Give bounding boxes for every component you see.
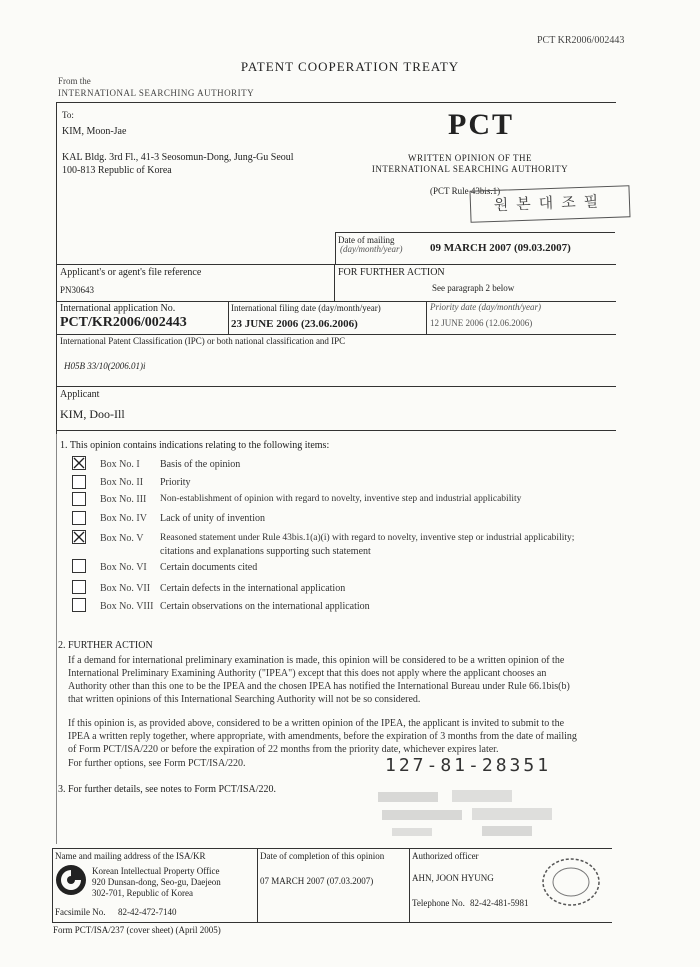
file-reference-label: Applicant's or agent's file reference: [60, 267, 202, 278]
facsimile-value: 82-42-472-7140: [118, 907, 177, 917]
authorized-officer-value: AHN, JOON HYUNG: [412, 873, 494, 883]
office-name: Korean Intellectual Property Office: [92, 866, 220, 876]
box5-number: Box No. V: [100, 533, 144, 544]
box1-number: Box No. I: [100, 459, 140, 470]
box2-description: Priority: [160, 477, 191, 488]
box7-number: Box No. VII: [100, 583, 151, 594]
mailing-date-label: Date of mailing: [338, 235, 395, 245]
office-address-line1: 920 Dunsan-dong, Seo-gu, Daejeon: [92, 877, 221, 887]
mailing-date-value: 09 MARCH 2007 (09.03.2007): [430, 242, 571, 254]
from-label: From the: [58, 76, 91, 86]
section2-paragraph1: If a demand for international preliminary examination is made, this opinion will be considered to be a written opinion of the International Preliminary Examining Authority ("IPEA") except that this does not apply where the applicant chooses an Authority other than this one to be the IPEA and the chosen IPEA has notified the International Bureau under Rule 66.1bis(b) that written opinions of this International Searching Authority will not be so considered.: [68, 655, 570, 705]
certified-copy-stamp: 원본대조필: [469, 185, 630, 223]
official-seal-impression: [372, 786, 572, 846]
box4-number: Box No. IV: [100, 513, 147, 524]
box5-description-continued: citations and explanations supporting such statement: [160, 546, 371, 557]
isa-address-label: Name and mailing address of the ISA/KR: [55, 851, 206, 861]
kipo-logo-icon: [55, 864, 87, 896]
priority-date-label: Priority date (day/month/year): [430, 302, 541, 312]
completion-date-label: Date of completion of this opinion: [260, 851, 385, 861]
authorized-officer-label: Authorized officer: [412, 851, 479, 861]
officer-seal-icon: [540, 856, 602, 908]
completion-date-value: 07 MARCH 2007 (07.03.2007): [260, 876, 374, 886]
box6-checkbox[interactable]: [72, 559, 86, 573]
further-action-value: See paragraph 2 below: [432, 283, 515, 293]
box7-checkbox[interactable]: [72, 580, 86, 594]
section1-intro: 1. This opinion contains indications relating to the following items:: [60, 440, 330, 451]
box3-description: Non-establishment of opinion with regard to novelty, inventive step and industrial applicability: [160, 494, 522, 504]
addressee-address-line2: 100-813 Republic of Korea: [62, 165, 172, 176]
telephone-value: 82-42-481-5981: [470, 898, 529, 908]
box1-description: Basis of the opinion: [160, 459, 241, 470]
box6-number: Box No. VI: [100, 562, 147, 573]
telephone-label: Telephone No.: [412, 898, 465, 908]
ipc-label: International Patent Classification (IPC) or both national classification and IPC: [60, 336, 346, 346]
applicant-label: Applicant: [60, 389, 100, 400]
file-reference-value: PN30643: [60, 285, 95, 295]
box4-description: Lack of unity of invention: [160, 513, 265, 524]
addressee-address-line1: KAL Bldg. 3rd Fl., 41-3 Seosomun-Dong, Jung-Gu Seoul: [62, 152, 294, 163]
box6-description: Certain documents cited: [160, 562, 258, 573]
box8-checkbox[interactable]: [72, 598, 86, 612]
box8-description: Certain observations on the international application: [160, 601, 370, 612]
filing-date-label: International filing date (day/month/year): [231, 303, 381, 313]
pct-heading: PCT: [448, 108, 514, 141]
box5-description: Reasoned statement under Rule 43bis.1(a)(i) with regard to novelty, inventive step or industrial applicability;: [160, 533, 575, 543]
section2-paragraph2: If this opinion is, as provided above, considered to be a written opinion of the IPEA, the applicant is invited to submit to the IPEA a written reply together, where appropriate, with amendments, before the expiration of 3 months from the date of mailing of Form PCT/ISA/220 or before the expiration of 22 months from the priority date, whichever expires later.: [68, 718, 577, 755]
addressee-name: KIM, Moon-Jae: [62, 126, 127, 137]
section3-text: 3. For further details, see notes to Form PCT/ISA/220.: [58, 784, 277, 795]
box2-number: Box No. II: [100, 477, 144, 488]
box8-number: Box No. VIII: [100, 601, 154, 612]
from-authority: INTERNATIONAL SEARCHING AUTHORITY: [58, 88, 255, 98]
section2-paragraph3: For further options, see Form PCT/ISA/220.: [68, 758, 246, 769]
box3-checkbox[interactable]: [72, 492, 86, 506]
application-number-label: International application No.: [60, 303, 176, 314]
form-identifier: Form PCT/ISA/237 (cover sheet) (April 2005): [53, 925, 221, 935]
box5-checkbox[interactable]: [72, 530, 86, 544]
mailing-date-format: (day/month/year): [340, 244, 403, 254]
box3-number: Box No. III: [100, 494, 147, 505]
office-address-line2: 302-701, Republic of Korea: [92, 888, 193, 898]
rule-reference: (PCT Rule 43bis.1): [430, 186, 501, 196]
document-reference: PCT KR2006/002443: [537, 35, 625, 46]
ipc-value: H05B 33/10(2006.01)i: [64, 361, 146, 371]
box4-checkbox[interactable]: [72, 511, 86, 525]
priority-date-value: 12 JUNE 2006 (12.06.2006): [430, 318, 533, 328]
box7-description: Certain defects in the international application: [160, 583, 346, 594]
application-number-value: PCT/KR2006/002443: [60, 315, 187, 330]
applicant-value: KIM, Doo-Ill: [60, 407, 125, 421]
treaty-title: PATENT COOPERATION TREATY: [240, 59, 460, 74]
box1-checkbox[interactable]: [72, 456, 86, 470]
filing-date-value: 23 JUNE 2006 (23.06.2006): [231, 318, 358, 330]
to-label: To:: [62, 110, 74, 120]
box2-checkbox[interactable]: [72, 475, 86, 489]
registration-number-stamp: 127-81-28351: [385, 755, 552, 776]
facsimile-label: Facsimile No.: [55, 907, 106, 917]
opinion-title-line2: INTERNATIONAL SEARCHING AUTHORITY: [371, 164, 569, 174]
section2-heading: 2. FURTHER ACTION: [58, 640, 153, 651]
opinion-title-line1: WRITTEN OPINION OF THE: [407, 153, 533, 163]
further-action-label: FOR FURTHER ACTION: [338, 267, 445, 278]
